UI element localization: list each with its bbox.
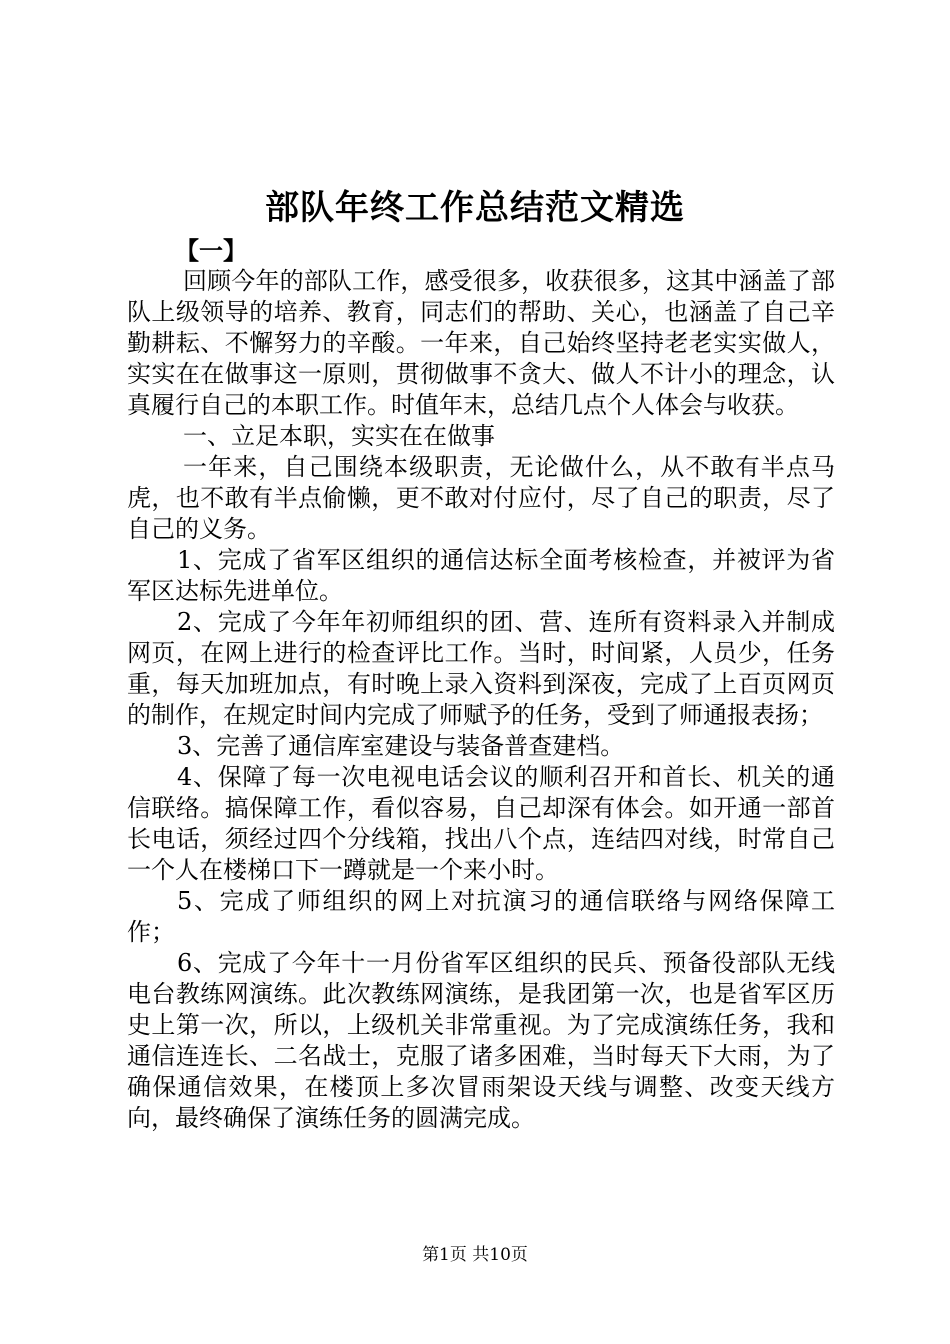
list-item: 6、完成了今年十一月份省军区组织的民兵、预备役部队无线电台教练网演练。此次教练网演练，是我团第一次，也是省军区历史上第一次，所以，上级机关非常重视。为了完成演练任务，我和通信连连长、二名战士，克服了诸多困难，当时每天下大雨，为了确保通信效果，在楼顶上多次冒雨架设天线与调整、改变天线方向，最终确保了演练任务的圆满完成。: [127, 949, 835, 1132]
list-item: 5、完成了师组织的网上对抗演习的通信联络与网络保障工作；: [127, 887, 835, 946]
list-item: 1、完成了省军区组织的通信达标全面考核检查，并被评为省军区达标先进单位。: [127, 546, 835, 605]
paragraph-intro: 回顾今年的部队工作，感受很多，收获很多，这其中涵盖了部队上级领导的培养、教育，同志们的帮助、关心，也涵盖了自己辛勤耕耘、不懈努力的辛酸。一年来，自己始终坚持老老实实做人，实实在在做事这一原则，贯彻做事不贪大、做人不计小的理念，认真履行自己的本职工作。时值年末，总结几点个人体会与收获。: [127, 267, 835, 419]
document-body: [127, 235, 835, 1134]
list-item: 4、保障了每一次电视电话会议的顺利召开和首长、机关的通信联络。搞保障工作，看似容易，自己却深有体会。如开通一部首长电话，须经过四个分线箱，找出八个点，连结四对线，时常自己一个人在楼梯口下一蹲就是一个来小时。: [127, 763, 835, 884]
section-heading: 一、立足本职，实实在在做事: [183, 422, 495, 450]
page-title: 部队年终工作总结范文精选: [265, 188, 685, 228]
paragraph-summary: 一年来，自己围绕本级职责，无论做什么，从不敢有半点马虎，也不敢有半点偷懒，更不敢对付应付，尽了自己的职责，尽了自己的义务。: [127, 453, 835, 543]
list-item: 2、完成了今年年初师组织的团、营、连所有资料录入并制成网页，在网上进行的检查评比工作。当时，时间紧，人员少，任务重，每天加班加点，有时晚上录入资料到深夜，完成了上百页网页的制作，在规定时间内完成了师赋予的任务，受到了师通报表扬；: [127, 608, 835, 729]
section-mark: 【一】: [175, 236, 247, 265]
list-item: 3、完善了通信库室建设与装备普查建档。: [177, 732, 625, 760]
page-footer: 第1页 共10页: [422, 1245, 528, 1265]
